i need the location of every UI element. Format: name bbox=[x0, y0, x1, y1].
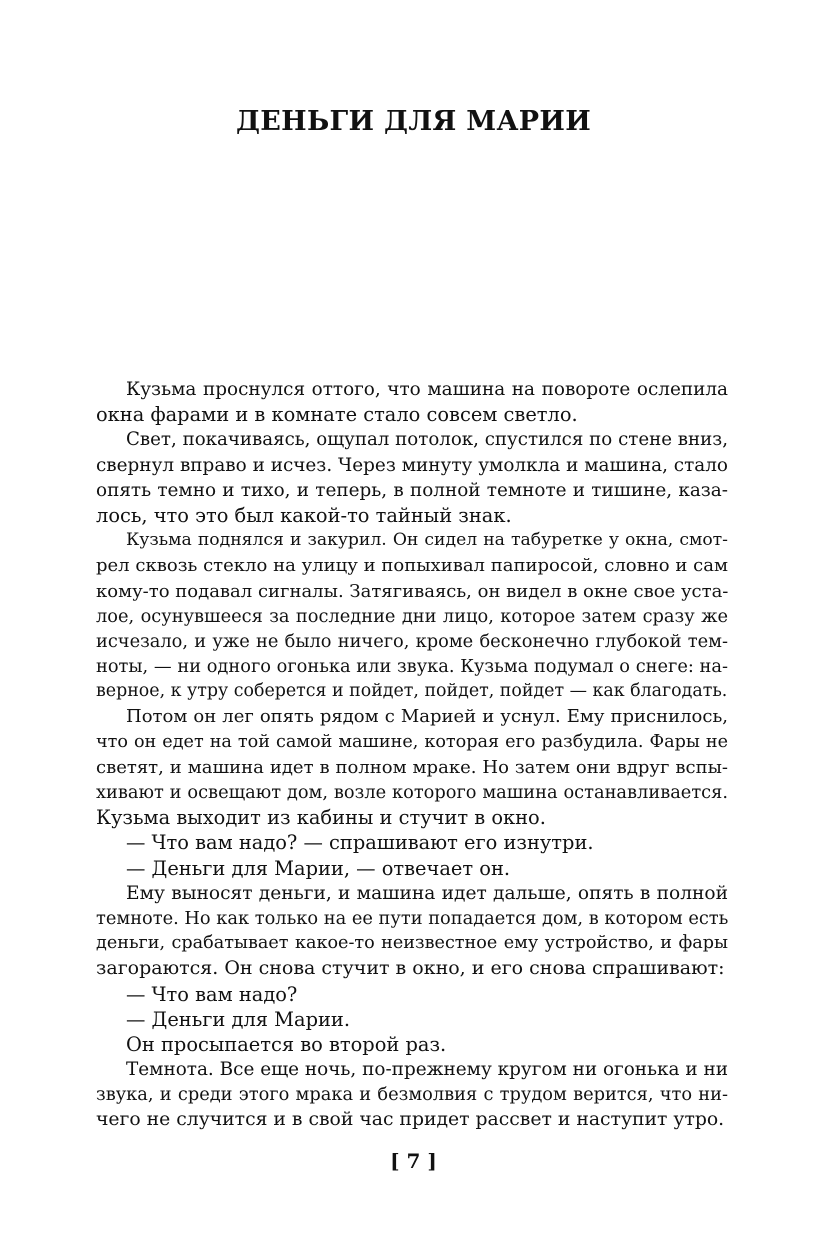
paragraph bbox=[96, 377, 728, 427]
text-line: чего не случится и в свой час придет рассвет и наступит утро. bbox=[96, 1109, 725, 1131]
text-line: кому-то подавал сигналы. Затягиваясь, он видел в окне свое уста- bbox=[96, 580, 729, 602]
text-line: хивают и освещают дом, возле которого машина останавливается. bbox=[96, 782, 728, 803]
text-line: Потом он лег опять рядом с Марией и уснул. Ему приснилось, bbox=[126, 706, 728, 728]
paragraph bbox=[96, 881, 728, 982]
text-line: Свет, покачиваясь, ощупал потолок, спустился по стене вниз, bbox=[126, 429, 728, 451]
text-line: — Что вам надо? bbox=[126, 982, 298, 1006]
paragraph bbox=[96, 528, 728, 704]
paragraph bbox=[96, 704, 728, 830]
text-line: темноте. Но как только на ее пути попадается дом, в котором есть bbox=[96, 907, 729, 929]
text-line: что он едет на той самой машине, которая его разбудила. Фары не bbox=[96, 731, 728, 752]
text-line: свернул вправо и исчез. Через минуту умолкла и машина, стало bbox=[96, 454, 728, 476]
text-line: лое, осунувшееся за последние дни лицо, которое затем сразу же bbox=[96, 605, 728, 627]
chapter-title: ДЕНЬГИ ДЛЯ МАРИИ bbox=[235, 106, 592, 137]
text-line: Темнота. Все еще ночь, по-прежнему кругом ни огонька и ни bbox=[126, 1059, 728, 1081]
text-line: Кузьма выходит из кабины и стучит в окно. bbox=[96, 806, 546, 830]
text-line: Кузьма поднялся и закурил. Он сидел на табуретке у окна, смот- bbox=[126, 530, 728, 551]
paragraph bbox=[96, 427, 728, 528]
text-line: рел сквозь стекло на улицу и попыхивал папиросой, словно и сам bbox=[96, 555, 728, 577]
text-line: опять темно и тихо, и теперь, в полной темноте и тишине, каза- bbox=[96, 479, 728, 501]
paragraph bbox=[96, 982, 728, 1007]
chapter-body bbox=[96, 377, 728, 1133]
text-line: звука, и среди этого мрака и безмолвия с трудом верится, что ни- bbox=[96, 1084, 728, 1106]
paragraph bbox=[96, 1007, 728, 1032]
text-line: — Деньги для Марии. bbox=[126, 1007, 351, 1031]
text-line: загораются. Он снова стучит в окно, и его снова спрашивают: bbox=[96, 957, 725, 980]
paragraph bbox=[96, 1057, 728, 1133]
text-line: Ему выносят деньги, и машина идет дальше, опять в полной bbox=[126, 882, 728, 904]
paragraph bbox=[96, 1032, 728, 1057]
text-line: Кузьма проснулся оттого, что машина на повороте ослепила bbox=[126, 379, 728, 400]
paragraph bbox=[96, 856, 728, 881]
text-line: верное, к утру соберется и пойдет, пойдет, пойдет — как благодать. bbox=[96, 681, 728, 702]
text-line: — Деньги для Марии, — отвечает он. bbox=[126, 856, 511, 880]
text-line: окна фарами и в комнате стало совсем светло. bbox=[96, 403, 578, 427]
page-number: [ 7 ] bbox=[390, 1149, 437, 1173]
text-line: деньги, срабатывает какое-то неизвестное ему устройство, и фары bbox=[96, 933, 728, 954]
text-line: исчезало, и уже не было ничего, кроме бесконечно глубокой тем- bbox=[96, 630, 728, 652]
text-line: светят, и машина идет в полном мраке. Но затем они вдруг вспы- bbox=[96, 756, 728, 778]
text-line: Он просыпается во второй раз. bbox=[126, 1032, 447, 1056]
text-line: — Что вам надо? — спрашивают его изнутри. bbox=[126, 831, 594, 855]
text-line: ноты, — ни одного огонька или звука. Кузьма подумал о снеге: на- bbox=[96, 656, 728, 678]
paragraph bbox=[96, 830, 728, 855]
text-line: лось, что это был какой-то тайный знак. bbox=[96, 503, 512, 527]
